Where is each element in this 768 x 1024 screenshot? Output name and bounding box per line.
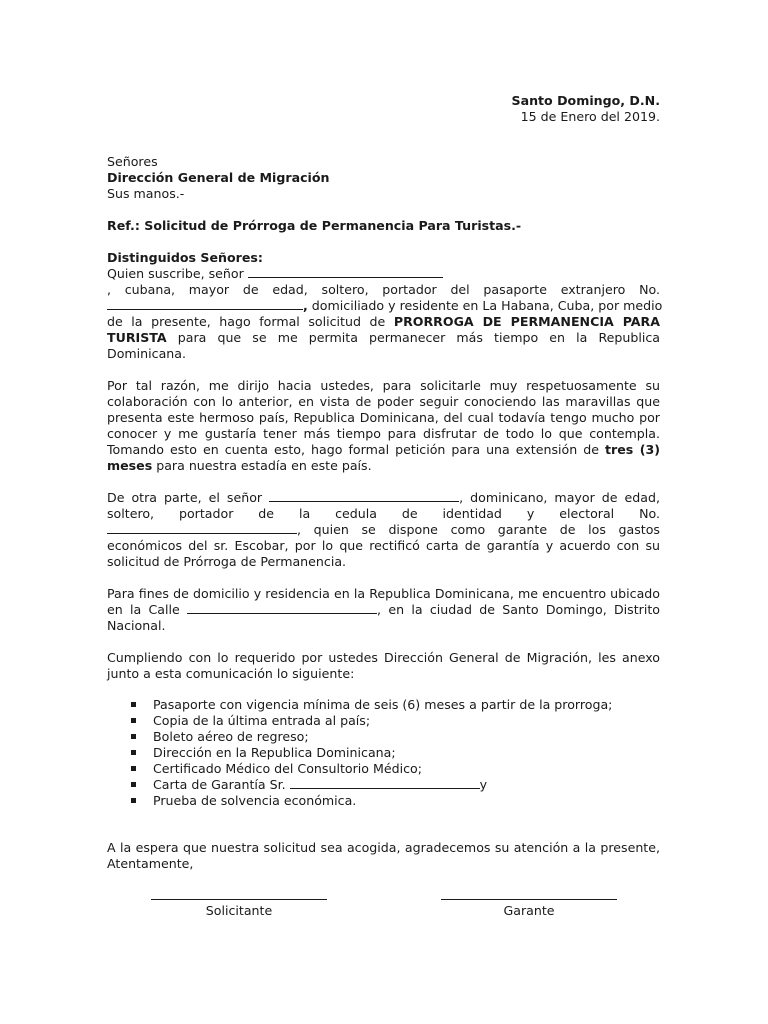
letter-line: [107, 554, 660, 570]
text-run: ,: [303, 298, 308, 313]
letter-line: [107, 458, 660, 474]
letter-line: [107, 378, 660, 394]
fill-in-blank: [269, 490, 459, 502]
text-run: PRORROGA DE PERMANENCIA PARA: [393, 314, 660, 329]
letter-line: [107, 298, 663, 314]
text-run: y: [479, 777, 488, 792]
text-run: para que se me permita permanecer más tiempo en la Republica: [166, 330, 660, 345]
recipient-greeting: Señores: [107, 154, 158, 169]
fill-in-blank: [248, 266, 443, 278]
text-run: meses: [107, 458, 153, 473]
text-run: De otra parte, el señor: [107, 490, 270, 505]
guarantor-signature-line: [441, 899, 617, 900]
bullet-icon: [131, 782, 136, 787]
salutation: Distinguidos Señores:: [107, 250, 263, 265]
annex-list-item: [107, 793, 612, 809]
letter-line: [107, 490, 660, 506]
text-run: soltero, portador de la cedula de identidad y electoral No.: [107, 506, 660, 521]
text-run: solicitud de Prórroga de Permanencia.: [107, 554, 347, 569]
letter-line: [107, 282, 660, 298]
fill-in-blank: [107, 522, 297, 534]
text-run: , quien se dispone como garante de los gastos: [297, 522, 660, 537]
text-run: Quien suscribe, señor: [107, 266, 248, 281]
letter-line: [107, 856, 660, 872]
text-run: , en la ciudad de Santo Domingo, Distrito: [377, 602, 661, 617]
applicant-signature-label: Solicitante: [205, 903, 273, 918]
letter-line: [107, 266, 660, 282]
letter-line: [107, 410, 660, 426]
annex-list: [107, 697, 612, 809]
text-run: tres (3): [605, 442, 660, 457]
annex-list-item: [107, 745, 612, 761]
bullet-icon: [131, 798, 136, 803]
annex-list-item: [107, 761, 612, 777]
text-run: Por tal razón, me dirijo hacia ustedes, para solicitarle muy respetuosamente su: [107, 378, 660, 393]
text-run: Para fines de domicilio y residencia en la Republica Dominicana, me encuentro ubicado: [107, 586, 660, 601]
annex-list-item: [107, 713, 612, 729]
recipient-institution: Dirección General de Migración: [107, 170, 330, 185]
text-run: TURISTA: [107, 330, 167, 345]
reference-line: [107, 218, 660, 234]
fill-in-blank: [107, 298, 303, 310]
fill-in-blank: [187, 602, 377, 614]
letter-line: [107, 602, 660, 618]
letter-line: [107, 330, 660, 346]
bullet-icon: [131, 750, 136, 755]
text-run: Pasaporte con vigencia mínima de seis (6) meses a partir de la prorroga;: [153, 697, 613, 712]
annex-list-item: [107, 729, 612, 745]
letter-line: [107, 586, 660, 602]
text-run: Atentamente,: [107, 856, 194, 871]
letter-line: [107, 522, 660, 538]
fill-in-blank: [290, 777, 480, 789]
text-run: Certificado Médico del Consultorio Médico;: [153, 761, 422, 776]
text-run: Cumpliendo con lo requerido por ustedes Dirección General de Migración, les anexo: [107, 650, 660, 665]
text-run: de la presente, hago formal solicitud de: [107, 314, 394, 329]
text-run: Nacional.: [107, 618, 166, 633]
reference-text: Solicitud de Prórroga de Permanencia Para Turistas.-: [139, 218, 522, 233]
text-run: Boleto aéreo de regreso;: [153, 729, 309, 744]
letter-line: [107, 346, 660, 362]
text-run: Tomando esto en cuenta esto, hago formal petición para una extensión de: [107, 442, 606, 457]
guarantor-signature-label: Garante: [503, 903, 555, 918]
text-run: para nuestra estadía en este país.: [152, 458, 372, 473]
text-run: en la Calle: [107, 602, 188, 617]
text-run: Carta de Garantía Sr.: [153, 777, 290, 792]
text-run: , dominicano, mayor de edad,: [459, 490, 660, 505]
bullet-icon: [131, 702, 136, 707]
letter-line: [107, 426, 660, 442]
letter-line: [107, 314, 660, 330]
text-run: , cubana, mayor de edad, soltero, portador del pasaporte extranjero No.: [107, 282, 660, 297]
place-line: Santo Domingo, D.N.: [511, 93, 660, 108]
letter-line: [107, 618, 660, 634]
letter-line: [107, 442, 660, 458]
letter-line: [107, 394, 660, 410]
letter-line: [107, 506, 660, 522]
letter-line: [107, 840, 660, 856]
text-run: económicos del sr. Escobar, por lo que rectificó carta de garantía y acuerdo con su: [107, 538, 660, 553]
text-run: A la espera que nuestra solicitud sea acogida, agradecemos su atención a la presente,: [107, 840, 660, 855]
annex-list-item: [107, 777, 612, 793]
letter-line: [107, 650, 660, 666]
text-run: Prueba de solvencia económica.: [153, 793, 357, 808]
date-line: 15 de Enero del 2019.: [520, 109, 660, 124]
annex-list-item: [107, 697, 612, 713]
reference-label: Ref.:: [107, 218, 140, 233]
text-run: colaboración con lo anterior, en vista de poder seguir conociendo las maravillas que: [107, 394, 660, 409]
text-run: domiciliado y residente en La Habana, Cuba, por medio: [307, 298, 663, 313]
text-run: junto a esta comunicación lo siguiente:: [107, 666, 355, 681]
letter-line: [107, 666, 660, 682]
bullet-icon: [131, 766, 136, 771]
text-run: Dirección en la Republica Dominicana;: [153, 745, 396, 760]
text-run: Dominicana.: [107, 346, 186, 361]
text-run: Copia de la última entrada al país;: [153, 713, 371, 728]
letter-line: [107, 538, 660, 554]
text-run: presenta este hermoso país, Republica Dominicana, del cual todavía tengo mucho por: [107, 410, 660, 425]
text-run: conocer y me gustaría tener más tiempo para disfrutar de todo lo que contempla.: [107, 426, 660, 441]
bullet-icon: [131, 718, 136, 723]
bullet-icon: [131, 734, 136, 739]
recipient-closing: Sus manos.-: [107, 186, 185, 201]
applicant-signature-line: [151, 899, 327, 900]
